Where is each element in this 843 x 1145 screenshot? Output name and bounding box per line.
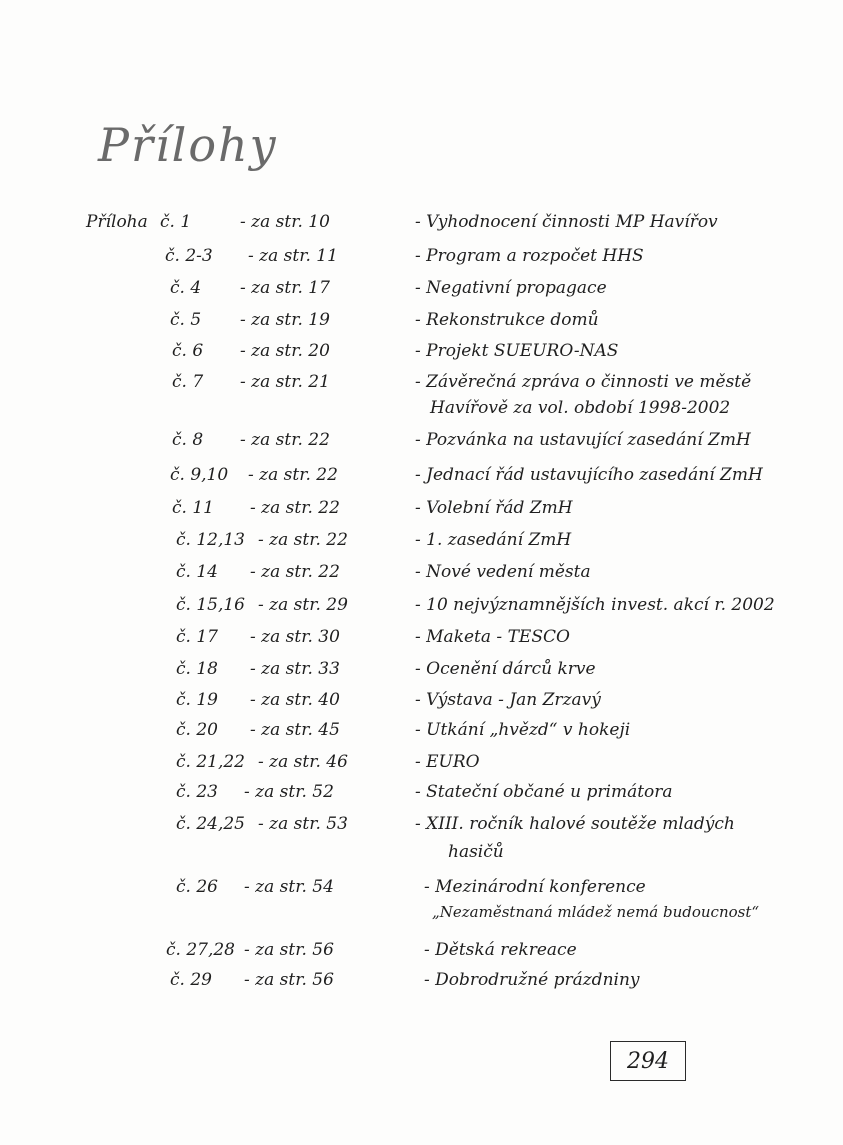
appendix-description: - Výstava - Jan Zrzavý	[415, 690, 601, 710]
appendix-description: - Program a rozpočet HHS	[415, 246, 644, 266]
page-reference: - za str. 40	[250, 690, 340, 710]
appendix-description: - Maketa - TESCO	[415, 627, 570, 647]
appendix-description: - Vyhodnocení činnosti MP Havířov	[415, 212, 718, 232]
appendix-number: č. 18	[176, 659, 218, 679]
appendix-description: - Dětská rekreace	[424, 940, 577, 960]
page-reference: - za str. 22	[258, 530, 348, 550]
table-row	[0, 782, 843, 810]
appendix-number: č. 14	[176, 562, 218, 582]
appendix-number: č. 5	[170, 310, 202, 330]
appendix-description: - XIII. ročník halové soutěže mladých	[415, 814, 735, 834]
appendix-description: - Nové vedení města	[415, 562, 591, 582]
appendix-number: č. 4	[170, 278, 202, 298]
page-reference: - za str. 11	[248, 246, 338, 266]
table-row	[0, 212, 843, 240]
table-row	[0, 278, 843, 306]
appendix-description: - Rekonstrukce domů	[415, 310, 599, 330]
page-reference: - za str. 30	[250, 627, 340, 647]
table-row	[0, 690, 843, 718]
appendix-number: č. 6	[172, 341, 204, 361]
table-row	[0, 970, 843, 998]
appendix-lead-label: Příloha	[86, 212, 148, 232]
page-reference: - za str. 17	[240, 278, 330, 298]
page-number: 294	[610, 1041, 686, 1081]
table-row	[0, 752, 843, 780]
appendix-number: č. 15,16	[176, 595, 245, 615]
appendix-number: č. 1	[160, 212, 192, 232]
appendix-description: - Jednací řád ustavujícího zasedání ZmH	[415, 465, 763, 485]
appendix-description-continued: hasičů	[448, 842, 504, 862]
appendix-description: - Závěrečná zpráva o činnosti ve městě	[415, 372, 752, 392]
table-row	[0, 530, 843, 558]
page-reference: - za str. 22	[248, 465, 338, 485]
appendix-description-continued: „Nezaměstnaná mládež nemá budoucnost“	[432, 903, 760, 921]
page-title: Přílohy	[98, 118, 278, 172]
appendix-number: č. 21,22	[176, 752, 245, 772]
table-row	[0, 562, 843, 590]
appendix-number: č. 27,28	[166, 940, 235, 960]
page-reference: - za str. 56	[244, 970, 334, 990]
appendix-number: č. 24,25	[176, 814, 245, 834]
table-row	[0, 465, 843, 493]
page-reference: - za str. 33	[250, 659, 340, 679]
appendix-number: č. 20	[176, 720, 218, 740]
appendix-number: č. 26	[176, 877, 218, 897]
appendix-description: - Ocenění dárců krve	[415, 659, 596, 679]
table-row	[0, 627, 843, 655]
table-row	[0, 341, 843, 369]
appendix-number: č. 9,10	[170, 465, 229, 485]
appendix-description: - Negativní propagace	[415, 278, 607, 298]
page-reference: - za str. 46	[258, 752, 348, 772]
appendix-description: - Dobrodružné prázdniny	[424, 970, 640, 990]
page-reference: - za str. 20	[240, 341, 330, 361]
page-reference: - za str. 52	[244, 782, 334, 802]
appendix-number: č. 2-3	[165, 246, 213, 266]
appendix-number: č. 8	[172, 430, 204, 450]
page-reference: - za str. 22	[250, 562, 340, 582]
page-reference: - za str. 19	[240, 310, 330, 330]
table-row	[0, 659, 843, 687]
appendix-description: - Mezinárodní konference	[424, 877, 646, 897]
table-row	[0, 720, 843, 748]
appendix-description: - Pozvánka na ustavující zasedání ZmH	[415, 430, 751, 450]
appendix-number: č. 12,13	[176, 530, 245, 550]
appendix-number: č. 7	[172, 372, 204, 392]
page-reference: - za str. 56	[244, 940, 334, 960]
appendix-number: č. 29	[170, 970, 212, 990]
page-reference: - za str. 22	[240, 430, 330, 450]
appendix-number: č. 11	[172, 498, 214, 518]
appendix-number: č. 19	[176, 690, 218, 710]
table-row	[0, 814, 843, 842]
page-reference: - za str. 53	[258, 814, 348, 834]
appendix-description: - Stateční občané u primátora	[415, 782, 673, 802]
table-row	[0, 372, 843, 400]
appendix-number: č. 17	[176, 627, 218, 647]
appendix-description-continued: Havířově za vol. období 1998-2002	[430, 398, 731, 418]
appendix-description: - Volební řád ZmH	[415, 498, 573, 518]
table-row	[0, 877, 843, 905]
appendix-description: - 1. zasedání ZmH	[415, 530, 572, 550]
table-row	[0, 430, 843, 458]
table-row	[0, 595, 843, 623]
page-reference: - za str. 54	[244, 877, 334, 897]
appendix-description: - EURO	[415, 752, 480, 772]
table-row	[0, 940, 843, 968]
page-reference: - za str. 29	[258, 595, 348, 615]
table-row	[0, 246, 843, 274]
table-row	[0, 498, 843, 526]
appendix-description: - Utkání „hvězd“ v hokeji	[415, 720, 631, 740]
table-row	[0, 310, 843, 338]
page-reference: - za str. 22	[250, 498, 340, 518]
page-reference: - za str. 10	[240, 212, 330, 232]
appendix-number: č. 23	[176, 782, 218, 802]
page-reference: - za str. 45	[250, 720, 340, 740]
appendix-description: - Projekt SUEURO-NAS	[415, 341, 619, 361]
appendix-description: - 10 nejvýznamnějších invest. akcí r. 2002	[415, 595, 775, 615]
page-reference: - za str. 21	[240, 372, 330, 392]
